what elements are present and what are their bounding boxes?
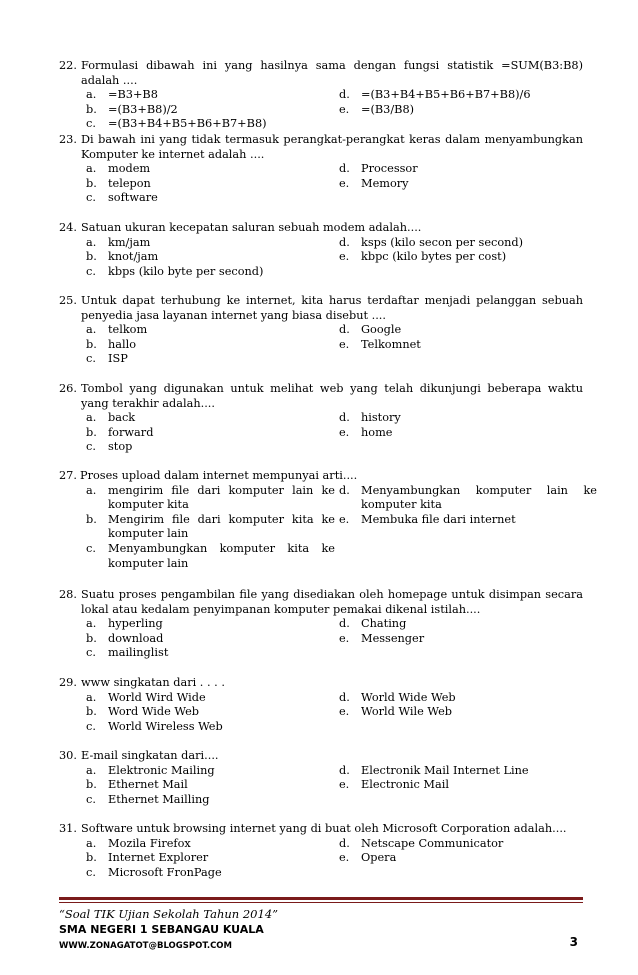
option-b (86, 705, 339, 720)
option-e (339, 778, 597, 793)
question-text: Formulasi dibawah ini yang hasilnya sama dengan fungsi statistik =SUM(B3:B8) adalah .... (81, 59, 583, 87)
option-d (339, 617, 597, 632)
option-c (86, 866, 339, 881)
option-a (86, 617, 339, 632)
option-text: Processor (361, 162, 418, 176)
option-letter: b. (86, 102, 97, 116)
option-d (339, 691, 597, 706)
option-letter: d. (339, 836, 350, 850)
option-text: World Wird Wide (108, 690, 206, 704)
option-text: Memory (361, 176, 409, 190)
option-letter: e. (339, 337, 350, 351)
option-e (339, 851, 597, 866)
option-text: history (361, 411, 401, 425)
option-letter: c. (86, 117, 96, 131)
option-e (339, 250, 597, 265)
question-31 (59, 822, 583, 880)
option-letter: b. (86, 631, 97, 645)
option-d (339, 236, 597, 251)
question-text: Untuk dapat terhubung ke internet, kita harus terdaftar menjadi pelanggan sebuah penyedia jasa layanan internet yang biasa disebut .... (81, 294, 583, 322)
option-text: World Wireless Web (108, 719, 223, 733)
question-stem (59, 588, 583, 617)
option-letter: e. (339, 631, 350, 645)
option-b (86, 513, 339, 542)
option-text: Ethernet Mail (108, 778, 188, 792)
option-text: Netscape Communicator (361, 836, 504, 850)
option-text: mengirim file dari komputer lain ke komputer kita (108, 483, 335, 512)
option-d (339, 764, 597, 779)
option-text: kbps (kilo byte per second) (108, 264, 264, 278)
option-text: home (361, 425, 393, 439)
option-text: Electronik Mail Internet Line (361, 763, 529, 777)
option-text: Menyambungkan komputer kita ke komputer lain (108, 541, 335, 570)
question-text: Suatu proses pengambilan file yang disediakan oleh homepage untuk disimpan secara lokal atau kedalam penyimpanan komputer pemakai dikenal istilah.... (81, 588, 583, 616)
question-stem (59, 469, 583, 484)
option-text: hallo (108, 337, 137, 351)
question-text: Tombol yang digunakan untuk melihat web yang telah dikunjungi beberapa waktu yang terakhir adalah.... (81, 382, 583, 410)
question-number: 25. (59, 294, 77, 307)
option-letter: d. (339, 411, 350, 425)
option-letter: c. (86, 264, 96, 278)
option-d (339, 411, 597, 426)
option-a (86, 484, 339, 513)
option-text: Electronic Mail (361, 778, 449, 792)
option-letter: e. (339, 102, 350, 116)
option-letter: c. (86, 792, 96, 806)
question-stem (59, 676, 583, 691)
answer-options (86, 323, 583, 367)
footer-rule-thin (59, 902, 583, 903)
option-letter: b. (86, 337, 97, 351)
option-letter: e. (339, 512, 350, 526)
option-text: hyperling (108, 617, 163, 631)
answer-options (86, 617, 583, 661)
option-letter: a. (86, 617, 97, 631)
option-c (86, 646, 339, 661)
answer-options (86, 483, 597, 572)
option-letter: e. (339, 176, 350, 190)
option-letter: e. (339, 705, 350, 719)
answer-options (86, 764, 583, 808)
option-letter: c. (86, 646, 96, 660)
option-text: kbpc (kilo bytes per cost) (361, 250, 507, 264)
option-text: Messenger (361, 631, 425, 645)
option-b (86, 632, 339, 647)
option-letter: b. (86, 425, 97, 439)
option-letter: a. (86, 690, 97, 704)
option-text: telepon (108, 176, 151, 190)
option-text: modem (108, 162, 151, 176)
option-text: stop (108, 440, 133, 454)
answer-options (86, 691, 583, 735)
option-letter: a. (86, 162, 97, 176)
option-a (86, 411, 339, 426)
option-e (339, 632, 597, 647)
option-c (86, 265, 339, 280)
option-text: =(B3+B4+B5+B6+B7+B8)/6 (361, 88, 531, 102)
option-letter: b. (86, 176, 97, 190)
option-text: Membuka file dari internet (361, 512, 516, 526)
option-text: =(B3/B8) (361, 102, 415, 116)
option-letter: b. (86, 250, 97, 264)
option-text: Internet Explorer (108, 851, 209, 865)
option-letter: b. (86, 851, 97, 865)
question-number: 23. (59, 133, 77, 146)
option-letter: c. (86, 865, 96, 879)
option-text: Telkomnet (361, 337, 421, 351)
option-d (339, 88, 597, 103)
question-29 (59, 676, 583, 734)
option-letter: c. (86, 440, 96, 454)
option-text: Word Wide Web (108, 705, 200, 719)
option-letter: e. (339, 778, 350, 792)
option-text: back (108, 411, 136, 425)
option-text: ksps (kilo secon per second) (361, 235, 524, 249)
option-a (86, 236, 339, 251)
question-number: 26. (59, 382, 77, 395)
option-a (86, 162, 339, 177)
option-letter: a. (86, 235, 97, 249)
question-text: Di bawah ini yang tidak termasuk perangkat-perangkat keras dalam menyambungkan Komputer ke internet adalah .... (81, 133, 583, 161)
footer-tagline: “Soal TIK Ujian Sekolah Tahun 2014” (59, 907, 279, 921)
option-text: Google (361, 323, 402, 337)
option-letter: d. (339, 235, 350, 249)
option-b (86, 250, 339, 265)
question-number: 28. (59, 588, 77, 601)
option-letter: b. (86, 512, 97, 526)
option-text: Ethernet Mailling (108, 792, 210, 806)
option-d (339, 162, 597, 177)
question-number: 29. (59, 676, 77, 689)
option-b (86, 338, 339, 353)
question-number: 30. (59, 749, 77, 762)
question-number: 22. (59, 59, 77, 72)
option-letter: b. (86, 705, 97, 719)
option-letter: d. (339, 483, 350, 497)
question-30 (59, 749, 583, 807)
option-letter: a. (86, 763, 97, 777)
option-a (86, 88, 339, 103)
question-text: Software untuk browsing internet yang di buat oleh Microsoft Corporation adalah.... (81, 822, 567, 835)
question-22 (59, 59, 583, 132)
question-28 (59, 588, 583, 661)
option-letter: d. (339, 617, 350, 631)
option-letter: a. (86, 323, 97, 337)
option-e (339, 103, 597, 118)
page-number: 3 (569, 935, 578, 949)
option-a (86, 837, 339, 852)
option-b (86, 177, 339, 192)
option-letter: d. (339, 162, 350, 176)
answer-options (86, 88, 583, 132)
question-text: www singkatan dari . . . . (81, 676, 225, 689)
option-text: World Wile Web (361, 705, 453, 719)
option-letter: c. (86, 719, 96, 733)
option-text: Chating (361, 617, 407, 631)
option-letter: a. (86, 483, 97, 497)
question-text: Satuan ukuran kecepatan saluran sebuah modem adalah.... (81, 221, 422, 234)
question-number: 27. (59, 469, 77, 482)
option-letter: a. (86, 88, 97, 102)
option-c (86, 720, 339, 735)
option-b (86, 778, 339, 793)
option-b (86, 103, 339, 118)
option-e (339, 426, 597, 441)
option-e (339, 338, 597, 353)
option-d (339, 323, 597, 338)
question-stem (59, 221, 583, 236)
option-d (339, 484, 597, 513)
option-c (86, 440, 339, 455)
option-text: knot/jam (108, 250, 159, 264)
option-text: Mozila Firefox (108, 836, 191, 850)
question-text: E-mail singkatan dari.... (81, 749, 219, 762)
option-letter: d. (339, 88, 350, 102)
option-text: forward (108, 425, 154, 439)
option-e (339, 705, 597, 720)
footer-website: WWW.ZONAGATOT@BLOGSPOT.COM (59, 941, 232, 951)
question-stem (59, 59, 583, 88)
option-c (86, 191, 339, 206)
option-letter: a. (86, 836, 97, 850)
answer-options (86, 837, 583, 881)
option-b (86, 851, 339, 866)
question-24 (59, 221, 583, 279)
question-stem (59, 822, 583, 837)
answer-options (86, 236, 583, 280)
question-stem (59, 382, 583, 411)
option-a (86, 691, 339, 706)
footer-school-name: SMA NEGERI 1 SEBANGAU KUALA (59, 923, 264, 936)
option-text: download (108, 631, 164, 645)
option-text: Menyambungkan komputer lain ke komputer kita (361, 483, 597, 512)
option-text: =B3+B8 (108, 88, 158, 102)
question-23 (59, 133, 583, 206)
question-27 (59, 469, 597, 571)
option-text: World Wide Web (361, 690, 456, 704)
option-letter: d. (339, 763, 350, 777)
option-text: software (108, 191, 158, 205)
option-e (339, 513, 597, 542)
option-text: km/jam (108, 235, 151, 249)
option-text: =(B3+B4+B5+B6+B7+B8) (108, 117, 267, 131)
option-letter: b. (86, 778, 97, 792)
question-25 (59, 294, 583, 367)
question-number: 24. (59, 221, 77, 234)
option-c (86, 793, 339, 808)
question-stem (59, 294, 583, 323)
option-text: Mengirim file dari komputer kita ke komputer lain (108, 512, 335, 541)
option-a (86, 764, 339, 779)
option-letter: e. (339, 250, 350, 264)
question-number: 31. (59, 822, 77, 835)
option-letter: d. (339, 690, 350, 704)
option-a (86, 323, 339, 338)
option-text: telkom (108, 323, 148, 337)
option-letter: c. (86, 191, 96, 205)
option-letter: c. (86, 541, 96, 555)
question-stem (59, 133, 583, 162)
question-text: Proses upload dalam internet mempunyai arti.... (79, 469, 358, 482)
question-26 (59, 382, 583, 455)
answer-options (86, 162, 583, 206)
option-text: =(B3+B8)/2 (108, 102, 178, 116)
option-d (339, 837, 597, 852)
option-b (86, 426, 339, 441)
footer-rule-thick (59, 897, 583, 900)
option-e (339, 177, 597, 192)
option-text: Opera (361, 851, 397, 865)
option-letter: a. (86, 411, 97, 425)
option-c (86, 117, 339, 132)
option-c (86, 542, 339, 571)
option-letter: e. (339, 425, 350, 439)
answer-options (86, 411, 583, 455)
question-stem (59, 749, 583, 764)
option-text: Microsoft FronPage (108, 865, 222, 879)
option-text: Elektronic Mailing (108, 763, 215, 777)
option-text: ISP (108, 352, 128, 366)
option-text: mailinglist (108, 646, 169, 660)
option-letter: e. (339, 851, 350, 865)
option-letter: c. (86, 352, 96, 366)
option-c (86, 352, 339, 367)
option-letter: d. (339, 323, 350, 337)
